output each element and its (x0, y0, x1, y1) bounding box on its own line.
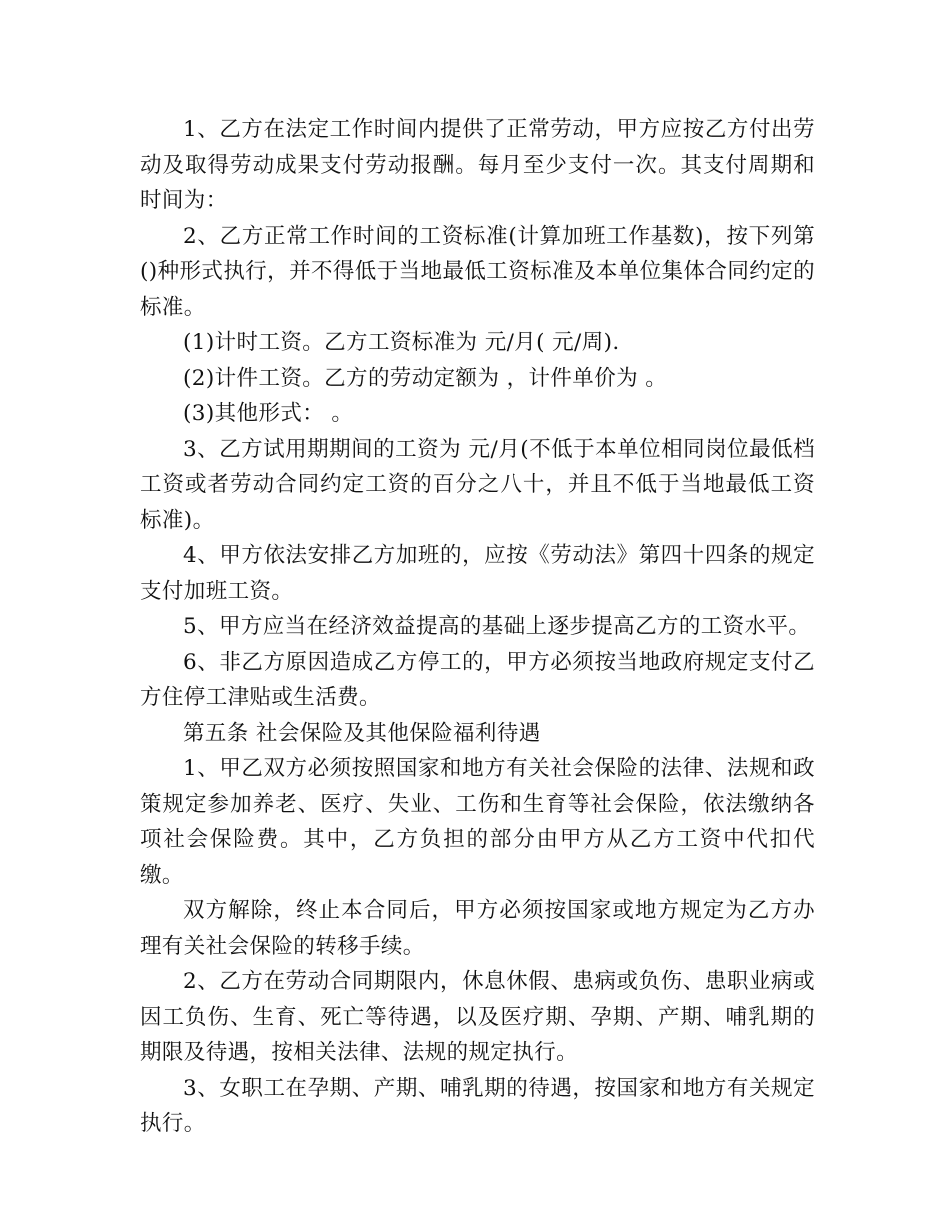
paragraph-time-wage: (1)计时工资。乙方工资标准为 元/月( 元/周). (183, 330, 620, 355)
paragraph-wage-increase: 5、甲方应当在经济效益提高的基础上逐步提高乙方的工资水平。 (183, 614, 811, 639)
paragraph-female-worker-benefits: 3、女职工在孕期、产期、哺乳期的待遇，按国家和地方有关规定执行。 (140, 1075, 815, 1136)
paragraph-overtime-pay: 4、甲方依法安排乙方加班的，应按《劳动法》第四十四条的规定支付加班工资。 (140, 543, 815, 604)
document-body (140, 112, 815, 1142)
paragraph-work-stoppage: 6、非乙方原因造成乙方停工的，甲方必须按当地政府规定支付乙方住停工津贴或生活费。 (140, 649, 815, 710)
paragraph-social-insurance: 1、甲乙双方必须按照国家和地方有关社会保险的法律、法规和政策规定参加养老、医疗、失业、工伤和生育等社会保险，依法缴纳各项社会保险费。其中，乙方负担的部分由甲方从乙方工资中代扣代缴。 (140, 756, 815, 888)
paragraph-wage-payment: 1、乙方在法定工作时间内提供了正常劳动，甲方应按乙方付出劳动及取得劳动成果支付劳动报酬。每月至少支付一次。其支付周期和时间为： (140, 117, 815, 213)
paragraph-wage-standard: 2、乙方正常工作时间的工资标准(计算加班工作基数)，按下列第()种形式执行，并不得低于当地最低工资标准及本单位集体合同约定的标准。 (140, 223, 815, 320)
paragraph-piece-wage: (2)计件工资。乙方的劳动定额为 ，计件单价为 。 (183, 365, 668, 391)
paragraph-leave-benefits: 2、乙方在劳动合同期限内，休息休假、患病或负伤、患职业病或因工负伤、生育、死亡等待遇，以及医疗期、孕期、产期、哺乳期的期限及待遇，按相关法律、法规的规定执行。 (140, 969, 815, 1065)
paragraph-insurance-transfer: 双方解除，终止本合同后，甲方必须按国家或地方规定为乙方办理有关社会保险的转移手续。 (140, 898, 815, 959)
section-heading-article-5: 第五条 社会保险及其他保险福利待遇 (183, 720, 541, 746)
paragraph-other-form: (3)其他形式： 。 (183, 401, 354, 426)
paragraph-probation-wage: 3、乙方试用期期间的工资为 元/月(不低于本单位相同岗位最低档工资或者劳动合同约定工资的百分之八十，并且不低于当地最低工资标准)。 (140, 436, 815, 533)
